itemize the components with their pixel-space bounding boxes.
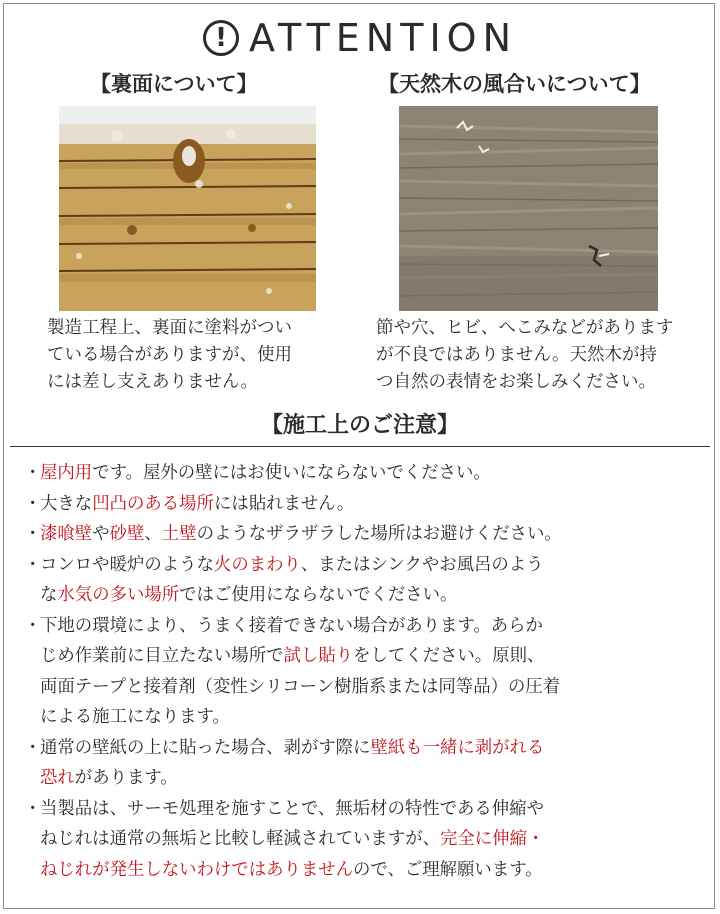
note-item [24,519,694,550]
page-title: ATTENTION [249,16,517,60]
bullet-mark: ・ [24,737,42,758]
note-text: をしてください。原則、 [353,646,545,666]
note-line [40,489,694,520]
exclamation-circle-icon: ! [203,20,239,56]
note-text: じめ作業前に目立たない場所で [40,646,284,666]
highlighted-text: 砂壁 [109,524,145,544]
note-item [24,489,694,520]
note-item [24,794,694,886]
note-text: 下地の環境により、うまく接着できない場合があります。あらか [40,615,543,636]
attention-header [0,8,720,68]
note-text: ので、ご理解願います。 [353,859,543,880]
note-item [24,550,694,611]
divider [10,446,710,447]
note-text: ねじれは通常の無垢と比較し軽減されていますが、 [40,829,440,849]
bullet-mark: ・ [24,798,42,819]
note-text: や [92,524,110,544]
note-text: 、 [144,524,162,544]
note-line [40,458,694,489]
bullet-mark: ・ [24,493,42,514]
note-item [24,733,694,794]
installation-notes-list [24,458,694,885]
note-text: 両面テープと接着剤（変性シリコーン樹脂系または同等品）の圧着 [40,676,561,697]
highlighted-text: 壁紙も一緒に剥がれる [370,737,545,758]
highlighted-text: 試し貼り [283,646,354,666]
highlighted-text: 漆喰壁 [40,524,93,544]
highlighted-text: 恐れ [40,768,75,788]
note-text: 当製品は、サーモ処理を施すことで、無垢材の特性である伸縮や [40,798,544,819]
note-item [24,458,694,489]
note-text: 通常の壁紙の上に貼った場合、剥がす際に [40,737,371,758]
note-line [40,550,694,581]
note-line [40,763,694,794]
natural-wood-description: 節や穴、ヒビ、へこみなどがあります が不良ではありません。天然木が持 つ自然の表情をお楽しみください。 [376,318,674,392]
highlighted-text: 土壁 [161,524,197,544]
highlighted-text: ねじれが発生しないわけではありません [40,859,354,880]
note-line [40,641,694,672]
highlighted-text: 火のまわり [213,554,301,575]
note-line [40,672,694,703]
note-text: です。屋外の壁にはお使いにならないでください。 [92,463,491,483]
highlighted-text: 屋内用 [40,463,93,483]
back-side-photo [59,106,316,311]
note-text: があります。 [74,768,178,788]
note-text: な [40,585,58,605]
highlighted-text: 完全に伸縮・ [440,829,545,849]
natural-wood-heading: 【天然木の風合いについて】 [378,72,651,96]
note-item [24,611,694,733]
note-text: には貼れません。 [213,493,355,514]
note-line [40,580,694,611]
installation-notes-title: 【施工上のご注意】 [260,413,459,438]
note-text: のようなザラザラした場所はお避けください。 [196,524,562,544]
back-side-description: 製造工程上、裏面に塗料がつい ている場合がありますが、使用 には差し支えありません。 [47,318,292,392]
note-text: 大きな [40,493,93,514]
bullet-mark: ・ [24,524,42,544]
note-line [40,702,694,733]
natural-wood-photo [399,106,658,311]
note-text: ではご使用にならないでください。 [179,585,458,605]
note-text: による施工になります。 [40,707,230,727]
back-side-heading: 【裏面について】 [90,72,258,96]
note-text: コンロや暖炉のような [40,554,214,575]
bullet-mark: ・ [24,463,42,483]
highlighted-text: 水気の多い場所 [57,585,180,605]
bullet-mark: ・ [24,615,42,636]
note-line [40,855,694,886]
highlighted-text: 凹凸のある場所 [92,493,214,514]
note-line [40,611,694,642]
note-line [40,824,694,855]
note-line [40,519,694,550]
bullet-mark: ・ [24,554,42,575]
note-line [40,733,694,764]
note-text: 、またはシンクやお風呂のよう [300,554,544,575]
note-line [40,794,694,825]
